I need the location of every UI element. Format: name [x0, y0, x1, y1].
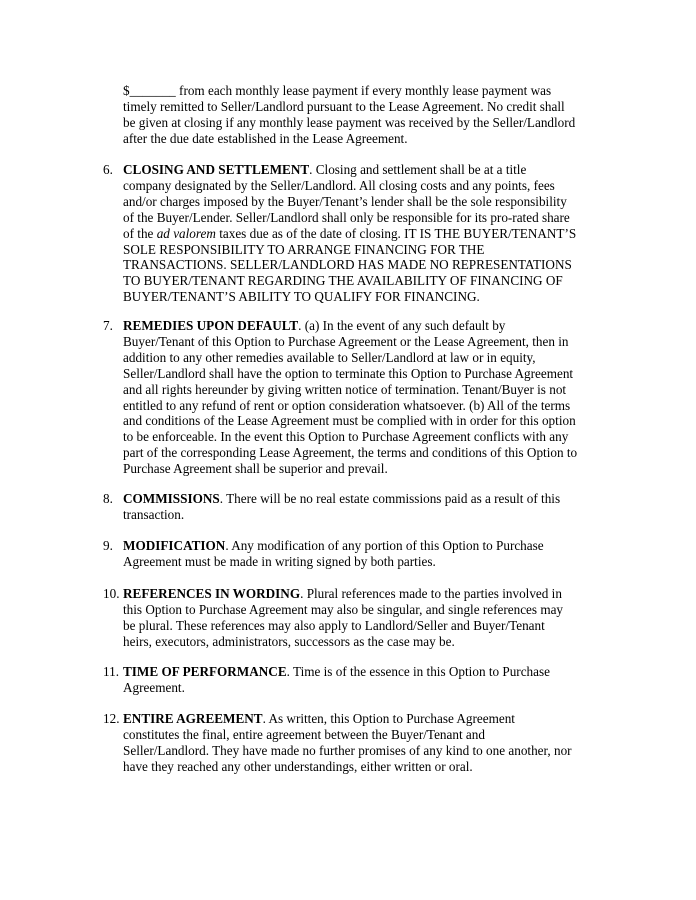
text-line: entitled to any refund of rent or option consideration whatsoever. (b) All of the terms: [123, 397, 571, 413]
section-number: 7.: [103, 318, 113, 333]
continuation-paragraph: [123, 83, 603, 147]
section-heading: ENTIRE AGREEMENT: [123, 711, 263, 726]
text-line: Purchase Agreement shall be superior and prevail.: [123, 461, 388, 477]
text-line: constitutes the final, entire agreement between the Buyer/Tenant and: [123, 726, 485, 742]
text-line: be given at closing if any monthly lease payment was received by the Seller/Landlord: [123, 114, 576, 130]
text-line: this Option to Purchase Agreement may also be singular, and single references may: [123, 601, 564, 617]
text-line: . Plural references made to the parties involved in: [300, 586, 562, 601]
text-line: of the Buyer/Lender. Seller/Landlord shall only be responsible for its pro-rated share: [123, 209, 570, 225]
section-12: [103, 711, 603, 775]
text-line: . Closing and settlement shall be at a title: [309, 162, 527, 177]
section-heading: REFERENCES IN WORDING: [123, 586, 301, 601]
section-body: [123, 711, 603, 775]
text-line: and all rights hereunder by giving written notice of termination. Tenant/Buyer is not: [123, 381, 567, 397]
text-line: have they reached any other understandings, either written or oral.: [123, 758, 473, 774]
section-number: 9.: [103, 538, 113, 553]
italic-term: ad valorem: [156, 225, 216, 241]
text-line: part of the corresponding Lease Agreement, the terms and conditions of this Option to: [123, 445, 578, 461]
text-line: timely remitted to Seller/Landlord pursuant to the Lease Agreement. No credit shall: [123, 98, 565, 114]
text-line: $_______ from each monthly lease payment if every monthly lease payment was: [123, 83, 552, 98]
text-line: transaction.: [123, 506, 185, 522]
text-line: . Any modification of any portion of this Option to Purchase: [225, 538, 544, 553]
text-line: . As written, this Option to Purchase Agreement: [262, 711, 515, 726]
text-line: and conditions of the Lease Agreement must be complied with in order for this option: [123, 413, 576, 429]
section-heading: TIME OF PERFORMANCE: [123, 664, 287, 679]
text-line: . (a) In the event of any such default by: [298, 318, 506, 333]
section-number: 6.: [103, 162, 113, 177]
text-line: company designated by the Seller/Landlord. All closing costs and any points, fees: [123, 177, 555, 193]
section-8: [103, 491, 603, 523]
text-line: heirs, executors, administrators, successors as the case may be.: [123, 633, 455, 649]
section-heading: COMMISSIONS: [123, 491, 220, 506]
section-number: 12.: [103, 711, 120, 726]
text-line: TRANSACTIONS. SELLER/LANDLORD HAS MADE NO REPRESENTATIONS: [123, 257, 572, 273]
text-line: . There will be no real estate commissions paid as a result of this: [219, 491, 561, 506]
text-line: to be enforceable. In the event this Option to Purchase Agreement conflicts with any: [123, 429, 569, 445]
section-number: 10.: [103, 586, 120, 601]
section-body: [123, 586, 603, 650]
text-line: and/or charges imposed by the Buyer/Tenant’s lender shall be the sole responsibility: [123, 193, 567, 209]
section-number: 11.: [103, 664, 119, 679]
text-line: SOLE RESPONSIBILITY TO ARRANGE FINANCING FOR THE: [123, 241, 485, 257]
text-line: Agreement must be made in writing signed by both parties.: [123, 553, 436, 569]
text-line: . Time is of the essence in this Option to Purchase: [286, 664, 550, 679]
text-line: after the due date established in the Lease Agreement.: [123, 130, 408, 146]
section-10: [103, 586, 603, 650]
text-line: Agreement.: [123, 679, 185, 695]
text-line: TO BUYER/TENANT REGARDING THE AVAILABILITY OF FINANCING OF: [123, 273, 563, 289]
text-line: be plural. These references may also apply to Landlord/Seller and Buyer/Tenant: [123, 617, 545, 633]
section-11: [103, 664, 603, 696]
section-body: [123, 162, 603, 305]
section-7: [103, 318, 603, 477]
section-body: [123, 664, 603, 696]
section-heading: CLOSING AND SETTLEMENT: [123, 162, 310, 177]
text-line: Buyer/Tenant of this Option to Purchase Agreement or the Lease Agreement, then in: [123, 333, 569, 349]
section-heading: MODIFICATION: [123, 538, 226, 553]
text-line: Seller/Landlord shall have the option to terminate this Option to Purchase Agreement: [123, 365, 574, 381]
section-6: [103, 162, 603, 305]
text-line: Seller/Landlord. They have made no further promises of any kind to one another, nor: [123, 742, 572, 758]
text-line: of the: [123, 225, 157, 241]
section-body: [123, 538, 603, 570]
section-number: 8.: [103, 491, 113, 506]
text-line: taxes due as of the date of closing. IT IS THE BUYER/TENANT’S: [215, 225, 577, 241]
section-9: [103, 538, 603, 570]
section-body: [123, 318, 603, 477]
section-heading: REMEDIES UPON DEFAULT: [123, 318, 299, 333]
text-line: addition to any other remedies available to Seller/Landlord at law or in equity,: [123, 349, 536, 365]
section-body: [123, 491, 603, 523]
text-line: BUYER/TENANT’S ABILITY TO QUALIFY FOR FINANCING.: [123, 289, 480, 305]
